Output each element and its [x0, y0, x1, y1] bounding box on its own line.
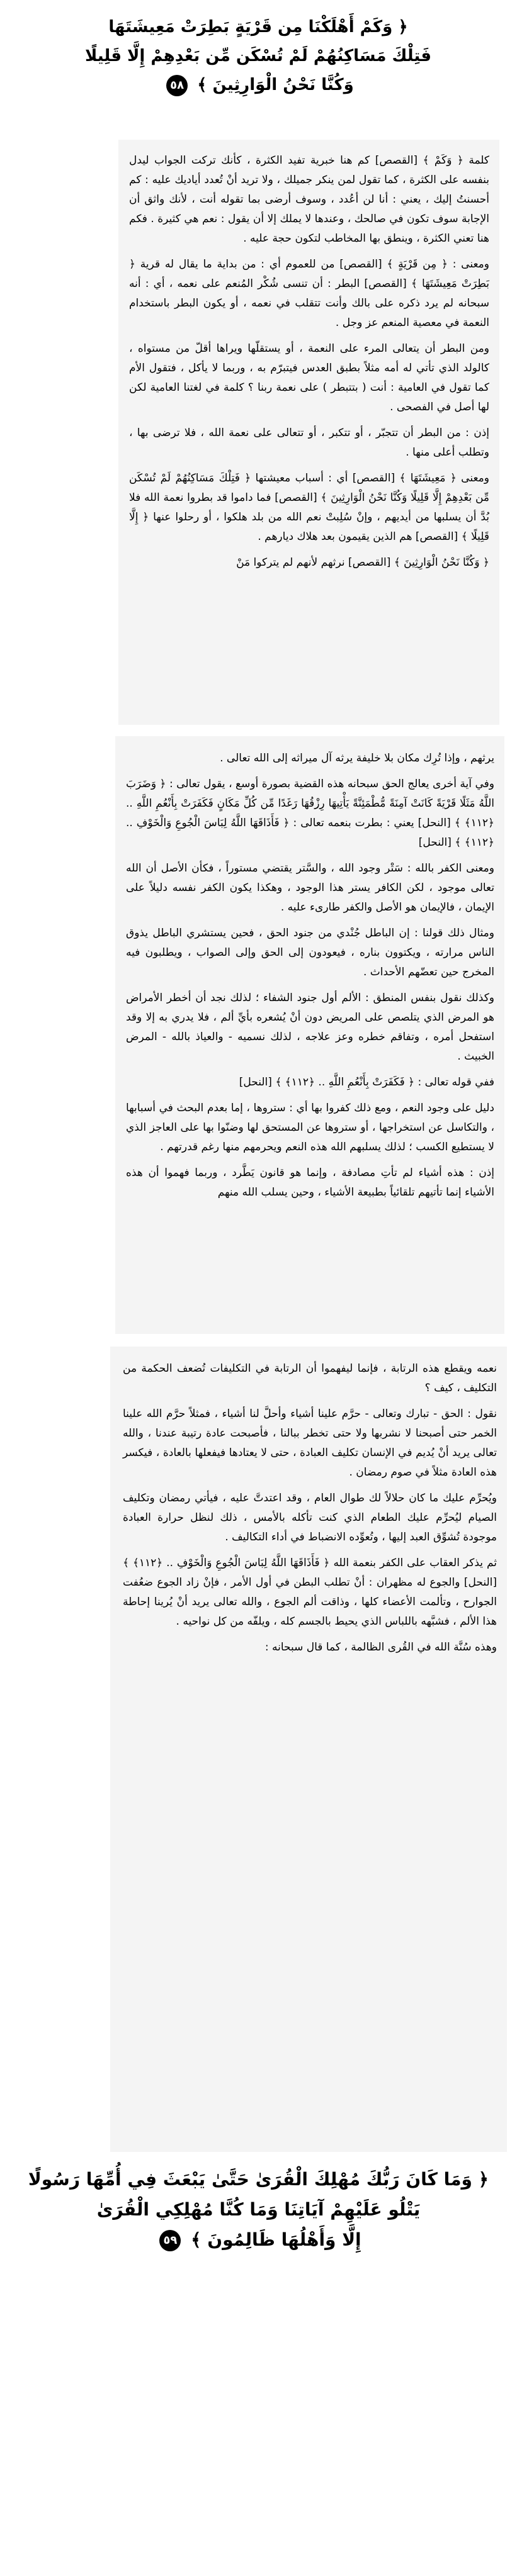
header-verse-line: فَتِلْكَ مَسَاكِنُهُمْ لَمْ تُسْكَن مِّن بَعْدِهِمْ إِلَّا قَلِيلًا: [85, 47, 431, 65]
paragraph: ومعنى الكفر بالله : سَتْر وجود الله ، والسَّتر يقتضي مستوراً ، فكأن الأصل أن الله تعالى موجود ، لكن الكافر يستر هذا الوجود ، وهكذا يكون الكفر نفسه دليلاً على الإيمان ، فالإيمان هو الأصل والكفر طارىء عليه .: [126, 862, 494, 914]
footer-verse-line: ﴿ وَمَا كَانَ رَبُّكَ مُهْلِكَ الْقُرَىٰ حَتَّىٰ يَبْعَثَ فِي أُمِّهَا رَسُولًا: [28, 2169, 489, 2190]
footer-verse-text: إِلَّا وَأَهْلُهَا ظَالِمُونَ ﴾: [191, 2229, 361, 2250]
section-3-text: [123, 1359, 497, 1664]
paragraph: دليل على وجود النعم ، ومع ذلك كفروا بها أي : ستروها ، إما بعدم البحث في أسبابها ، والتكاسل عن استخراجها ، أو ستروها عن المستحق لها وضنّوا بها على العاجز الذي لا يستطيع الكسب ؛ لذلك يسلبهم الله هذه النعم ويحرمهم منها رغم قدرتهم .: [126, 1102, 494, 1153]
ayah-number-badge: ٥٩: [159, 2230, 181, 2251]
header-verse-line: ﴿ وَكَمْ أَهْلَكْنَا مِن قَرْيَةٍ بَطِرَتْ مَعِيشَتَهَا: [108, 18, 408, 36]
paragraph: وهذه سُنَّة الله في القُرى الظالمة ، كما قال سبحانه :: [264, 1641, 497, 1654]
paragraph: وفي آية أخرى يعالج الحق سبحانه هذه القضية بصورة أوسع ، يقول تعالى : ﴿ وَضَرَبَ اللَّهُ مَثَلًا قَرْيَةً كَانَتْ آمِنَةً مُّطْمَئِنَّةً يَأْتِيهَا رِزْقُهَا رَغَدًا مِّن كُلِّ مَكَانٍ فَكَفَرَتْ بِأَنْعُمِ اللَّهِ .. ﴿١١٢﴾ ﴾ [النحل] يعني : بطرت بنعمه تعالى : ﴿ فَأَذَاقَهَا اللَّهُ لِبَاسَ الْجُوعِ وَالْخَوْفِ .. ﴿١١٢﴾ ﴾ [النحل]: [126, 778, 494, 849]
paragraph: ثم يذكر العقاب على الكفر بنعمة الله ﴿ فَأَذَاقَهَا اللَّهُ لِبَاسَ الْجُوعِ وَالْخَوْفِ .. ﴿١١٢﴾ ﴾ [النحل] والجوع له مظهران : أنْ تطلب البطن في أول الأمر ، فإنْ زاد الجوع ضعُفت الجوارح ، وتألمت الأعضاء كلها ، وذاقت ألم الجوع ، والله تعالى يريد أنْ يُرينا إحاطة هذا الألم ، فشبَّهه باللباس الذي يحيط بالجسم كله ، ويلفّه من كل نواحيه .: [123, 1557, 497, 1628]
footer-verse-line: يَتْلُو عَلَيْهِمْ آيَاتِنَا وَمَا كُنَّا مُهْلِكِي الْقُرَىٰ: [96, 2199, 421, 2220]
header-verse-text: وَكُنَّا نَحْنُ الْوَارِثِينَ ﴾: [197, 76, 354, 94]
section-2-text: [126, 749, 494, 1209]
section-1-text: [129, 151, 489, 579]
paragraph: ومعنى : ﴿ مِن قَرْيَةٍ ﴾ [القصص] من للعموم أي : من بداية ما يقال له قرية ﴿ بَطِرَتْ مَعِيشَتَهَا ﴾ [القصص] البطر : أن تنسى شُكْر المُنعم على نعمه ، أي : أنه سبحانه لم يرد ذكره على بالك وأنت تتقلب في نعمه ، أو يكون البطر باستخدام النعمة في معصية المنعم عز وجل .: [129, 258, 489, 329]
paragraph: ومن البطر أن يتعالى المرء على النعمة ، أو يستقلّها ويراها أقلّ من مستواه ، كالولد الذي تأتي له أمه مثلاً بطبق العدس فيتبرّم به ، وربما لا يأكل ، فتقول الأم كما تقول في العامية : أنت ( بتتبطر ) على نعمة ربنا ؟ كلمة في لغتنا العامية لكن لها أصل في الفصحى .: [129, 342, 489, 413]
paragraph: إذن : هذه أشياء لم تأتِ مصادفة ، وإنما هو قانون يَطَّرد ، وربما فهموا أن هذه الأشياء إنما تأتيهم تلقائياً بطبيعة الأشياء ، وحين يسلب الله منهم: [126, 1167, 494, 1199]
paragraph: إذن : من البطر أن تتجبّر ، أو تتكبر ، أو تتعالى على نعمة الله ، فلا ترضى بها ، وتطلب أعلى منها .: [129, 427, 489, 459]
header-verse: [63, 13, 453, 99]
footer-verse: [0, 2164, 517, 2255]
paragraph: ومعنى ﴿ مَعِيشَتَهَا ﴾ [القصص] أي : أسباب معيشتها ﴿ فَتِلْكَ مَسَاكِنُهُمْ لَمْ تُسْكَن مِّن بَعْدِهِمْ إِلَّا قَلِيلًا وَكُنَّا نَحْنُ الْوَارِثِينَ ﴾ [القصص] فما داموا قد بطروا نعمة الله فلا بُدَّ أن يسلبها من أيديهم ، وإنْ سُلِبتْ نعم الله من بلد هلكوا ، أو رحلوا عنها ﴿ إِلَّا قَلِيلًا ﴾ [القصص] هم الذين يقيمون بعد هلاك ديارهم .: [129, 472, 489, 543]
header-verse-line: [63, 70, 453, 99]
paragraph: ففي قوله تعالى : ﴿ فَكَفَرَتْ بِأَنْعُمِ اللَّهِ .. ﴿١١٢﴾ ﴾ [النحل]: [239, 1076, 494, 1089]
paragraph: يرثهم ، وإذا تُرِك مكان بلا خليفة يرثه آل ميراثه إلى الله تعالى .: [220, 752, 494, 764]
paragraph: وكذلك نقول بنفس المنطق : الألم أول جنود الشفاء ؛ لذلك نجد أن أخطر الأمراض هو المرض الذي يتلصص على المريض دون أنْ يُشعره بأيِّ ألم ، فلا يدري به إلا وقد استفحل أمره ، وتفاقم خطره وعز علاجه ، لذلك نسميه - والعياذ بالله - المرض الخبيث .: [126, 992, 494, 1063]
paragraph: نقول : الحق - تبارك وتعالى - حرَّم علينا أشياء وأحلَّ لنا أشياء ، فمثلاً حرَّم الله علينا الخمر حتى أصبحنا لا نشربها ولا حتى تخطر ببالنا ، فأصبحت عادة رتيبة عندنا ، والله تعالى يريد أنْ يُديم في الإنسان تكليف العبادة ، حتى لا يعتادها فيفعلها بالعادة ، فيكسر هذه العادة مثلاً في صوم رمضان .: [123, 1408, 497, 1479]
paragraph: ﴿ وَكُنَّا نَحْنُ الْوَارِثِينَ ﴾ [القصص] نرثهم لأنهم لم يتركوا مَنْ: [236, 556, 489, 569]
paragraph: نعمه ويقطع هذه الرتابة ، فإنما ليفهموا أن الرتابة في التكليفات تُضعف الحكمة من التكليف ، كيف ؟: [123, 1362, 497, 1394]
ayah-number-badge: ٥٨: [166, 75, 188, 96]
paragraph: ويُحرِّم عليك ما كان حلالاً لك طوال العام ، وقد اعتدتَّ عليه ، فيأتي رمضان وتكليف الصيام ليُحرِّم عليك الطعام الذي كنت تأكله بالأمس ، ذلك لنظل حرارة العبادة موجودة تُشوِّق العبد إليها ، وتُعوِّده الانضباط في أداء التكاليف .: [123, 1492, 497, 1543]
footer-verse-line: [0, 2225, 517, 2255]
paragraph: كلمة ﴿ وَكَمْ ﴾ [القصص] كم هنا خبرية تفيد الكثرة ، كأنك تركت الجواب ليدل بنفسه على الكثرة ، كما تقول لمن ينكر جميلك ، ولا تريد أنْ تُعدد أياديك عليه : كم أحسنتُ إليك ، يعني : أنا لن أعُدد ، وسوف أرضى بما تقوله أنت ، لأنك واثق أن الإجابة سوف تكون في صالحك ، وعندها لا يملك إلا أن يقول : نعم هي كثيرة . فكم هنا تعني الكثرة ، وينطق بها المخاطب لتكون حجة عليه .: [129, 154, 489, 245]
paragraph: ومثال ذلك قولنا : إن الباطل جُنْدي من جنود الحق ، فحين يستشري الباطل يذوق الناس مرارته ، ويكتوون بناره ، فيعودون إلى الحق وإلى الصواب ، ويطلبون فيه المخرج حين تعضّهم الأحداث .: [126, 927, 494, 978]
